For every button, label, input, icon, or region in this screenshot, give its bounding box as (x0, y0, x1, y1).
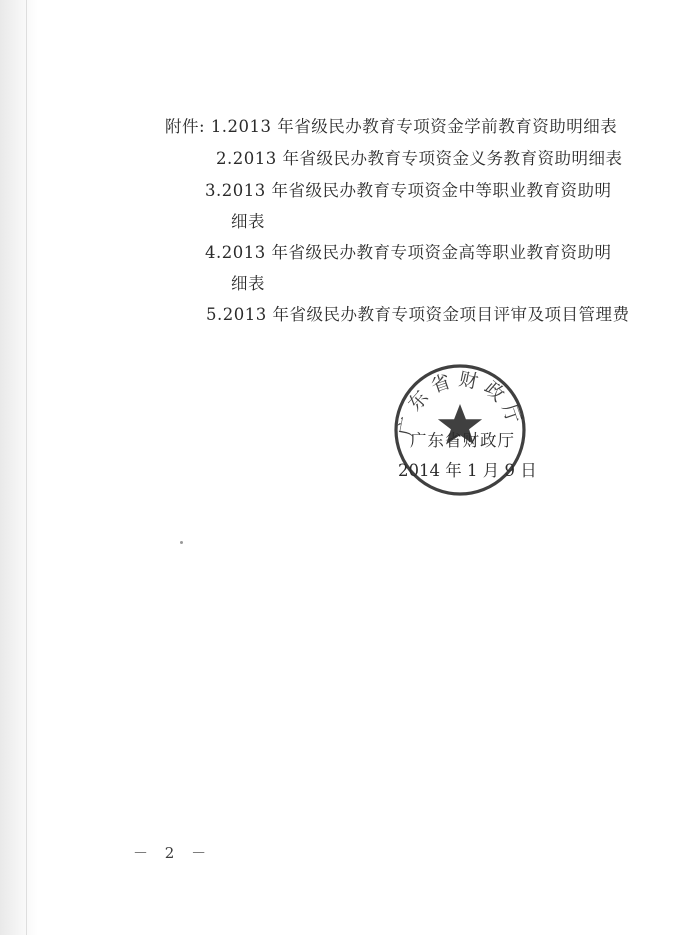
attachments-label: 附件: (165, 117, 206, 136)
issue-date: 2014 年 1 月 9 日 (398, 461, 537, 480)
attachment-item-1 (165, 117, 617, 137)
attachment-item-3: 3.2013 年省级民办教育专项资金中等职业教育资助明 (205, 181, 612, 200)
signature-block (380, 360, 580, 510)
scan-speck (180, 541, 183, 544)
issuer-name: 广东省财政厅 (410, 431, 515, 450)
attachment-item-2: 2.2013 年省级民办教育专项资金义务教育资助明细表 (216, 149, 623, 168)
attachment-item-4-continued: 细表 (231, 274, 265, 293)
seal-text: 广东省财政厅 (394, 368, 527, 439)
attachment-item-5: 5.2013 年省级民办教育专项资金项目评审及项目管理费 (206, 305, 630, 324)
page-number: － 2 － (133, 844, 213, 862)
attachment-item-3-continued: 细表 (231, 212, 265, 231)
attachment-item-1-text: 1.2013 年省级民办教育专项资金学前教育资助明细表 (210, 117, 618, 136)
attachments-list (0, 0, 680, 360)
attachment-item-4: 4.2013 年省级民办教育专项资金高等职业教育资助明 (205, 243, 612, 262)
